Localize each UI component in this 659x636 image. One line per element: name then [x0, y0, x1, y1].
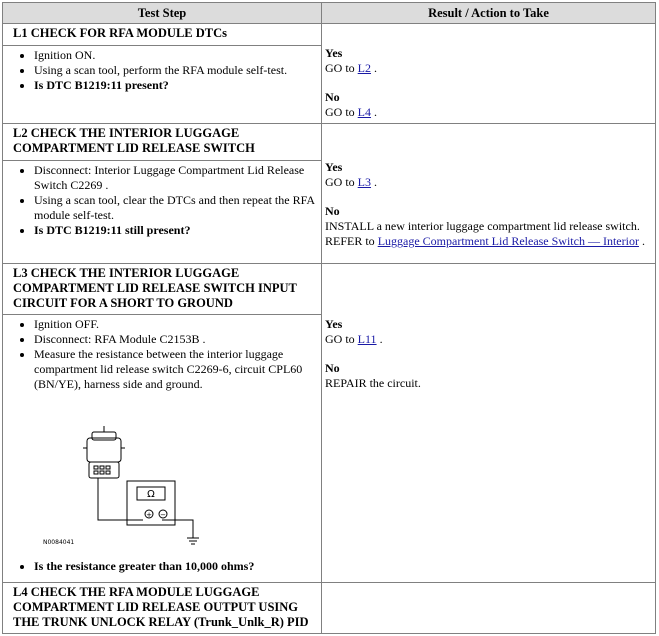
diagnostic-table — [2, 2, 656, 634]
no-action: INSTALL a new interior luggage compartment lid release switch. REFER to Luggage Compartment Lid Release Switch — Interior . — [325, 219, 645, 248]
figure-id: N0084041 — [43, 539, 75, 546]
step-l4-title: L4 CHECK THE RFA MODULE LUGGAGE COMPARTMENT LID RELEASE OUTPUT USING THE TRUNK UNLOCK RELAY (Trunk_Unlk_R) PID — [13, 585, 309, 629]
step-title — [3, 124, 322, 161]
step-body — [3, 161, 322, 264]
no-label: No — [325, 361, 340, 375]
step-body — [3, 46, 322, 124]
svg-text:−: − — [160, 511, 166, 519]
link-lid-release-switch[interactable]: Luggage Compartment Lid Release Switch — Interior — [377, 234, 639, 248]
step-title-row — [3, 124, 656, 161]
step-l2-title: L2 CHECK THE INTERIOR LUGGAGE COMPARTMENT LID RELEASE SWITCH — [13, 126, 255, 155]
result-cell — [322, 583, 656, 634]
link-l11[interactable]: L11 — [357, 332, 377, 346]
step-title-row — [3, 24, 656, 46]
step-title — [3, 583, 322, 634]
no-action: GO to L4 . — [325, 105, 378, 119]
resistance-test-diagram — [3, 392, 321, 557]
yes-action: GO to L3 . — [325, 175, 378, 189]
question: • Is DTC B1219:11 present? — [34, 78, 321, 93]
svg-text:+: + — [146, 511, 152, 519]
yes-action: GO to L2 . — [325, 61, 378, 75]
step-l1-title: L1 CHECK FOR RFA MODULE DTCs — [13, 26, 228, 40]
step-title — [3, 24, 322, 46]
question: • Is DTC B1219:11 still present? — [34, 223, 321, 238]
bullet: • Using a scan tool, clear the DTCs and then repeat the RFA module self-test. — [34, 193, 321, 223]
step-title-row — [3, 264, 656, 315]
connector-icon — [83, 426, 125, 478]
yes-action: GO to L11 . — [325, 332, 383, 346]
result-cell — [322, 264, 656, 583]
bullet: • Measure the resistance between the interior luggage compartment lid release switch C2269-6, circuit CPL60 (BN/YE), harness side and ground. — [34, 347, 321, 392]
bullet: • Disconnect: RFA Module C2153B . — [34, 332, 321, 347]
question: • Is the resistance greater than 10,000 ohms? — [34, 559, 321, 574]
result-cell — [322, 124, 656, 264]
no-action: REPAIR the circuit. — [325, 376, 421, 390]
header-result: Result / Action to Take — [322, 3, 656, 24]
ground-icon — [187, 538, 199, 544]
no-label: No — [325, 204, 340, 218]
wiring-diagram-svg — [3, 392, 322, 557]
bullet: • Ignition ON. — [34, 48, 321, 63]
step-body — [3, 315, 322, 583]
step-l3-title: L3 CHECK THE INTERIOR LUGGAGE COMPARTMENT LID RELEASE SWITCH INPUT CIRCUIT FOR A SHORT TO GROUND — [13, 266, 297, 310]
bullet: • Disconnect: Interior Luggage Compartment Lid Release Switch C2269 . — [34, 163, 321, 193]
header-test-step: Test Step — [3, 3, 322, 24]
yes-label: Yes — [325, 317, 343, 331]
ohmmeter-icon — [127, 481, 175, 525]
header-row — [3, 3, 656, 24]
step-title — [3, 264, 322, 315]
yes-label: Yes — [325, 160, 343, 174]
link-l4[interactable]: L4 — [357, 105, 372, 119]
step-title-row — [3, 583, 656, 634]
link-l2[interactable]: L2 — [357, 61, 372, 75]
bullet: • Ignition OFF. — [34, 317, 321, 332]
result-cell — [322, 24, 656, 124]
meter-ohm-symbol: Ω — [147, 489, 155, 500]
bullet: • Using a scan tool, perform the RFA module self-test. — [34, 63, 321, 78]
no-label: No — [325, 90, 340, 104]
link-l3[interactable]: L3 — [357, 175, 372, 189]
yes-label: Yes — [325, 46, 343, 60]
